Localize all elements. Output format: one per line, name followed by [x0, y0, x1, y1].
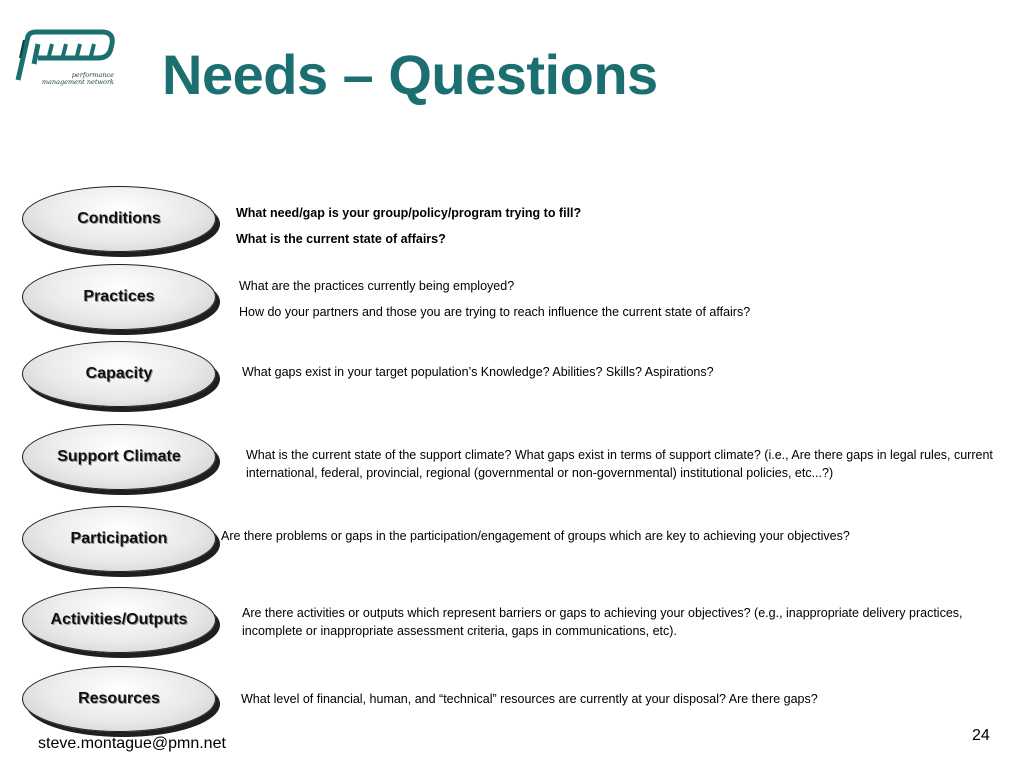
page-title: Needs – Questions	[162, 43, 658, 106]
footer-email: steve.montague@pmn.net	[38, 735, 226, 752]
question-text: Are there problems or gaps in the participation/engagement of groups which are key to achieving your objectives?	[221, 529, 850, 543]
pill-label: Participation	[70, 530, 168, 547]
question-text: What is the current state of the support climate? What gaps exist in terms of support climate? (i.e., Are there gaps in legal rules, current international, federal, provincial, regional (governmental or non-governmental) institutional policies, etc...?)	[246, 448, 993, 480]
resources-pill	[22, 666, 216, 732]
activities-outputs-questions	[242, 604, 1012, 648]
pmn-logo	[14, 28, 118, 90]
practices-questions	[239, 277, 999, 329]
participation-questions	[221, 527, 1011, 553]
capacity-pill	[22, 341, 216, 407]
question-text: What gaps exist in your target population’s Knowledge? Abilities? Skills? Aspirations?	[242, 365, 714, 379]
capacity-questions	[242, 363, 1002, 389]
conditions-questions	[236, 204, 996, 256]
pill-label: Activities/Outputs	[50, 611, 188, 628]
question-text: What need/gap is your group/policy/program trying to fill?	[236, 206, 582, 220]
pill-label: Support Climate	[57, 448, 181, 465]
question-text: What level of financial, human, and “technical” resources are currently at your disposal? Are there gaps?	[241, 692, 818, 706]
logo-subtitle: performance management network	[41, 71, 114, 86]
question-text: How do your partners and those you are trying to reach influence the current state of affairs?	[239, 305, 751, 319]
practices-pill	[22, 264, 216, 330]
conditions-pill	[22, 186, 216, 252]
pill-label: Capacity	[85, 365, 153, 382]
page-number: 24	[972, 727, 990, 744]
question-text: Are there activities or outputs which represent barriers or gaps to achieving your objectives? (e.g., inappropriate delivery practices, incomplete or inappropriate assessment criteria, gaps in communications, etc).	[242, 606, 963, 638]
pill-label: Resources	[78, 690, 160, 707]
pill-label: Practices	[83, 288, 155, 305]
activities-outputs-pill	[22, 587, 216, 653]
question-text: What is the current state of affairs?	[236, 232, 446, 246]
question-text: What are the practices currently being employed?	[239, 279, 515, 293]
pill-label: Conditions	[77, 210, 161, 227]
participation-pill	[22, 506, 216, 572]
support-climate-questions	[246, 446, 1014, 490]
resources-questions	[241, 690, 1011, 716]
support-climate-pill	[22, 424, 216, 490]
